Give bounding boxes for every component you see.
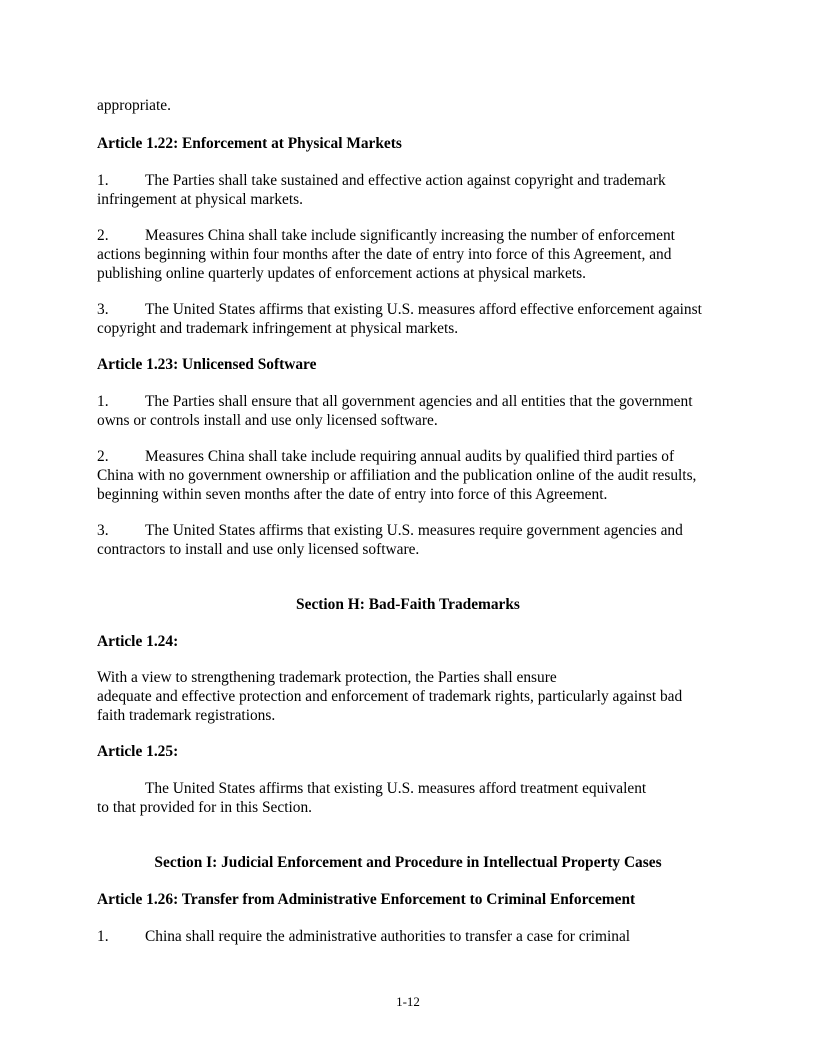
article-1-22-p1-number: 1. (97, 172, 109, 189)
article-1-23-p1-number: 1. (97, 393, 109, 410)
article-1-22-p1-line1: The Parties shall take sustained and effective action against copyright and trademark (145, 172, 666, 189)
article-1-26-p1-line1: China shall require the administrative authorities to transfer a case for criminal (145, 928, 631, 945)
article-1-22-p3-line2: copyright and trademark infringement at physical markets. (97, 320, 459, 337)
section-i-title: Section I: Judicial Enforcement and Procedure in Intellectual Property Cases (154, 854, 662, 871)
article-1-22-p2-line3: publishing online quarterly updates of enforcement actions at physical markets. (97, 265, 586, 282)
article-1-25-line1: The United States affirms that existing U.S. measures afford treatment equivalent (145, 780, 647, 797)
article-1-26-heading: Article 1.26: Transfer from Administrative Enforcement to Criminal Enforcement (97, 891, 636, 908)
article-1-23-p1-line2: owns or controls install and use only licensed software. (97, 412, 438, 429)
article-1-23-p1-line1: The Parties shall ensure that all government agencies and all entities that the government (145, 393, 693, 410)
article-1-24-line3: faith trademark registrations. (97, 707, 276, 724)
article-1-23-p2-line3: beginning within seven months after the date of entry into force of this Agreement. (97, 486, 608, 503)
article-1-23-p2-number: 2. (97, 448, 109, 465)
article-1-25-heading: Article 1.25: (97, 743, 179, 760)
article-1-23-p3-line2: contractors to install and use only licensed software. (97, 541, 420, 558)
article-1-24-line2: adequate and effective protection and enforcement of trademark rights, particularly against bad (97, 688, 683, 705)
article-1-23-p2-line1: Measures China shall take include requiring annual audits by qualified third parties of (145, 448, 675, 465)
article-1-22-p2-line2: actions beginning within four months after the date of entry into force of this Agreement, and (97, 246, 672, 263)
article-1-22-heading: Article 1.22: Enforcement at Physical Markets (97, 135, 402, 152)
article-1-23-heading: Article 1.23: Unlicensed Software (97, 356, 317, 373)
continuation-text: appropriate. (97, 97, 171, 114)
page-number: 1-12 (396, 994, 420, 1009)
article-1-25-line2: to that provided for in this Section. (97, 799, 313, 816)
article-1-22-p3-line1: The United States affirms that existing U.S. measures afford effective enforcement against (145, 301, 702, 318)
article-1-24-line1: With a view to strengthening trademark protection, the Parties shall ensure (97, 669, 557, 686)
article-1-23-p3-number: 3. (97, 522, 109, 539)
article-1-23-p2-line2: China with no government ownership or affiliation and the publication online of the audit results, (97, 467, 697, 484)
article-1-22-p2-number: 2. (97, 227, 109, 244)
article-1-22-p2-line1: Measures China shall take include significantly increasing the number of enforcement (145, 227, 675, 244)
article-1-22-p1-line2: infringement at physical markets. (97, 191, 304, 208)
article-1-23-p3-line1: The United States affirms that existing U.S. measures require government agencies and (145, 522, 683, 539)
article-1-22-p3-number: 3. (97, 301, 109, 318)
article-1-26-p1-number: 1. (97, 928, 109, 945)
section-h-title: Section H: Bad-Faith Trademarks (296, 596, 520, 613)
article-1-24-heading: Article 1.24: (97, 633, 179, 650)
